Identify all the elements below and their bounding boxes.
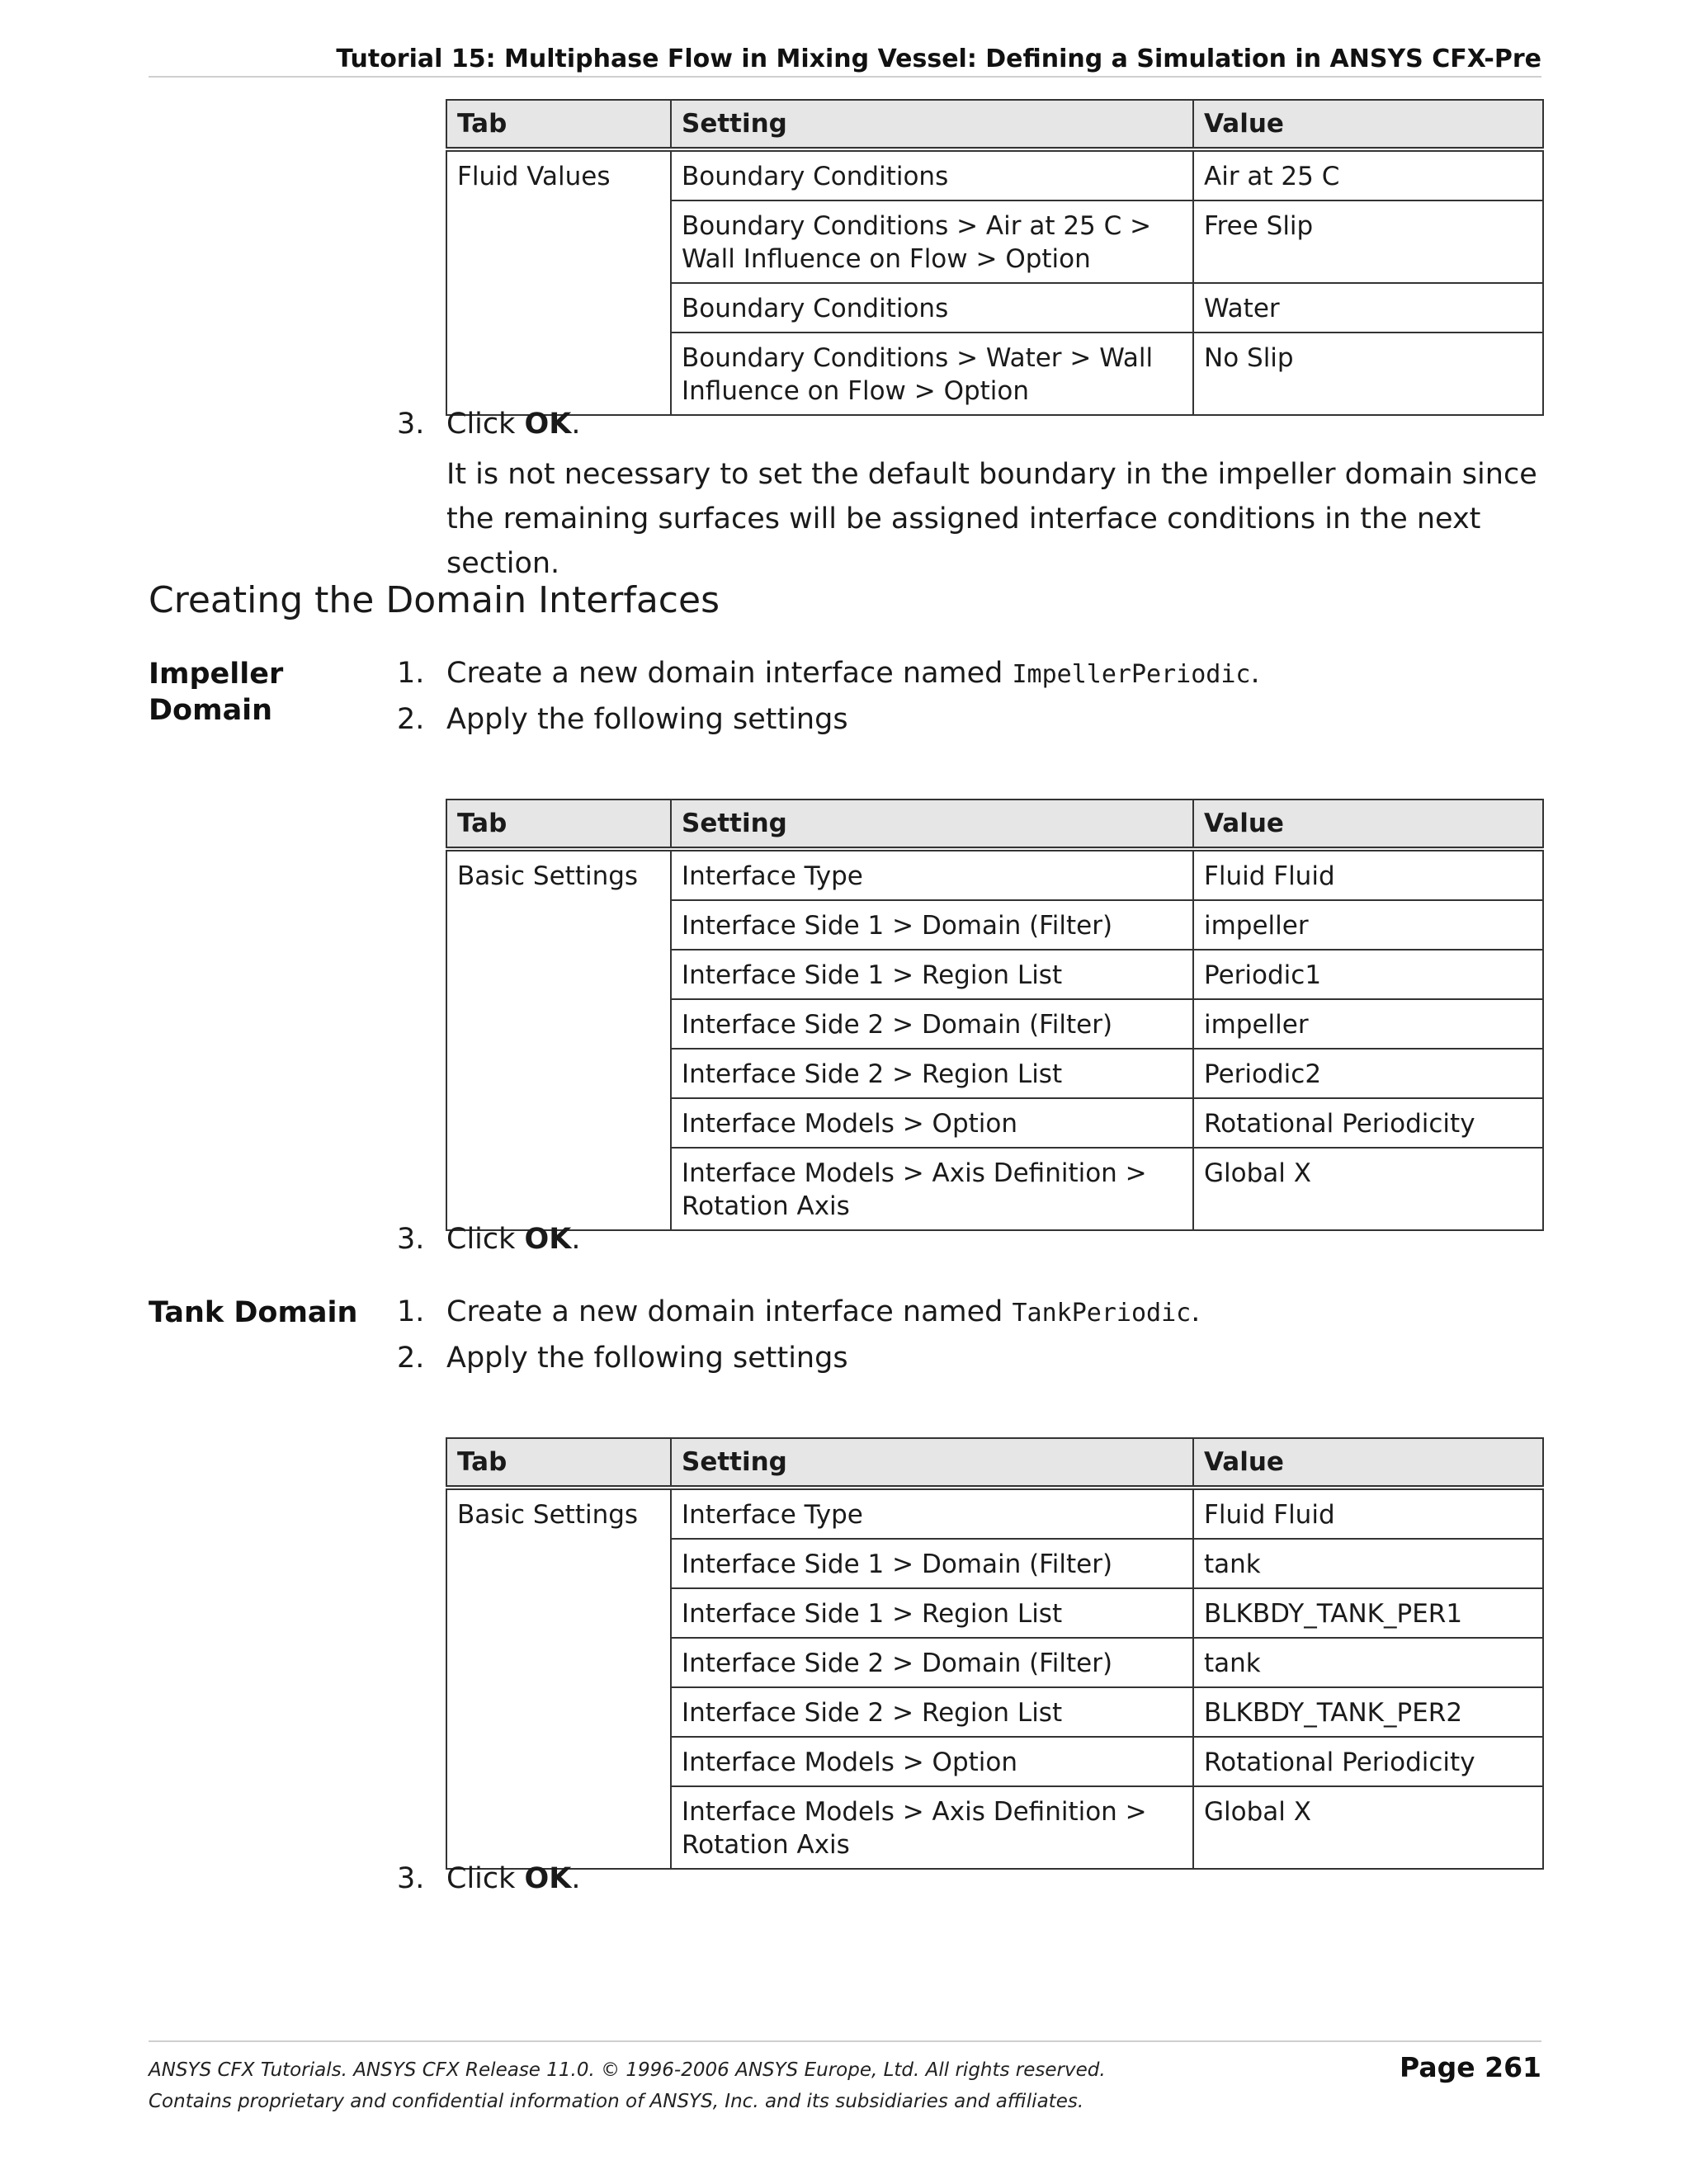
- setting-cell: Interface Models > Option: [671, 1737, 1193, 1786]
- footer-copyright: [149, 2054, 1106, 2117]
- column-header-value: Value: [1193, 100, 1543, 149]
- ok-button-reference: OK: [524, 1223, 572, 1256]
- fluid-values-table: [446, 99, 1544, 416]
- value-cell: Water: [1193, 283, 1543, 333]
- value-cell: Fluid Fluid: [1193, 1488, 1543, 1539]
- setting-cell: Boundary Conditions: [671, 149, 1193, 200]
- value-cell: Global X: [1193, 1786, 1543, 1869]
- column-header-setting: Setting: [671, 1438, 1193, 1488]
- footer-line-1: ANSYS CFX Tutorials. ANSYS CFX Release 11.0. © 1996-2006 ANSYS Europe, Ltd. All rights reserved.: [149, 2059, 1106, 2081]
- section-title: Creating the Domain Interfaces: [149, 579, 720, 621]
- column-header-tab: Tab: [446, 1438, 671, 1488]
- footer-line-2: Contains proprietary and confidential information of ANSYS, Inc. and its subsidiaries and affiliates.: [149, 2091, 1084, 2112]
- setting-cell: Interface Models > Option: [671, 1098, 1193, 1148]
- value-cell: No Slip: [1193, 333, 1543, 415]
- table-header-row: [446, 100, 1543, 149]
- table-row: [446, 849, 1543, 900]
- value-cell: Rotational Periodicity: [1193, 1737, 1543, 1786]
- value-cell: BLKBDY_TANK_PER1: [1193, 1588, 1543, 1638]
- step-number: 1.: [397, 657, 425, 690]
- value-cell: Air at 25 C: [1193, 149, 1543, 200]
- step-number: 3.: [397, 1223, 425, 1256]
- setting-cell: Interface Side 2 > Region List: [671, 1687, 1193, 1737]
- tab-cell: Basic Settings: [446, 1488, 671, 1869]
- setting-cell: Boundary Conditions > Water > Wall Influence on Flow > Option: [671, 333, 1193, 415]
- value-cell: impeller: [1193, 900, 1543, 950]
- setting-cell: Interface Side 1 > Domain (Filter): [671, 900, 1193, 950]
- header-divider: [149, 76, 1541, 78]
- value-cell: Global X: [1193, 1148, 1543, 1230]
- step-number: 2.: [397, 1342, 425, 1375]
- setting-cell: Interface Side 2 > Region List: [671, 1049, 1193, 1098]
- running-header: Tutorial 15: Multiphase Flow in Mixing Vessel: Defining a Simulation in ANSYS CFX-Pre: [336, 45, 1541, 73]
- interface-name-code: ImpellerPeriodic: [1012, 660, 1251, 689]
- impeller-domain-label: Impeller Domain: [149, 658, 284, 727]
- value-cell: Fluid Fluid: [1193, 849, 1543, 900]
- column-header-setting: Setting: [671, 100, 1193, 149]
- tab-cell: Fluid Values: [446, 149, 671, 415]
- value-cell: Periodic2: [1193, 1049, 1543, 1098]
- column-header-setting: Setting: [671, 800, 1193, 849]
- page-number: Page 261: [1400, 2051, 1541, 2083]
- step-number: 3.: [397, 408, 425, 441]
- setting-cell: Interface Side 2 > Domain (Filter): [671, 1638, 1193, 1687]
- value-cell: Free Slip: [1193, 200, 1543, 283]
- setting-cell: Interface Type: [671, 1488, 1193, 1539]
- setting-cell: Interface Type: [671, 849, 1193, 900]
- setting-cell: Interface Side 1 > Region List: [671, 950, 1193, 999]
- footer-divider: [149, 2040, 1541, 2042]
- setting-cell: Interface Side 1 > Domain (Filter): [671, 1539, 1193, 1588]
- setting-cell: Boundary Conditions > Air at 25 C > Wall Influence on Flow > Option: [671, 200, 1193, 283]
- value-cell: BLKBDY_TANK_PER2: [1193, 1687, 1543, 1737]
- value-cell: Rotational Periodicity: [1193, 1098, 1543, 1148]
- tank-domain-label: Tank Domain: [149, 1296, 358, 1329]
- column-header-value: Value: [1193, 1438, 1543, 1488]
- ok-button-reference: OK: [524, 408, 572, 441]
- setting-cell: Interface Models > Axis Definition > Rotation Axis: [671, 1786, 1193, 1869]
- step-number: 1.: [397, 1295, 425, 1328]
- value-cell: tank: [1193, 1539, 1543, 1588]
- table-row: [446, 1488, 1543, 1539]
- column-header-tab: Tab: [446, 100, 671, 149]
- step-number: 2.: [397, 703, 425, 736]
- column-header-tab: Tab: [446, 800, 671, 849]
- table-row: [446, 149, 1543, 200]
- note-paragraph: It is not necessary to set the default boundary in the impeller domain since the remaining surfaces will be assigned interface conditions in the next section.: [446, 458, 1537, 580]
- value-cell: Periodic1: [1193, 950, 1543, 999]
- step-number: 3.: [397, 1862, 425, 1895]
- setting-cell: Interface Side 2 > Domain (Filter): [671, 999, 1193, 1049]
- column-header-value: Value: [1193, 800, 1543, 849]
- setting-cell: Boundary Conditions: [671, 283, 1193, 333]
- impeller-interface-table: [446, 799, 1544, 1231]
- table-header-row: [446, 800, 1543, 849]
- value-cell: impeller: [1193, 999, 1543, 1049]
- tab-cell: Basic Settings: [446, 849, 671, 1230]
- value-cell: tank: [1193, 1638, 1543, 1687]
- setting-cell: Interface Side 1 > Region List: [671, 1588, 1193, 1638]
- table-header-row: [446, 1438, 1543, 1488]
- document-page: Tutorial 15: Multiphase Flow in Mixing Vessel: Defining a Simulation in ANSYS CFX-Pre Tab Setting Value Fluid Values Boundary Conditions Air at 25 C Boundary Conditions > Air at 25 C > Wall Influence on Flow > Option Free Slip Boundary Conditions Water Boundary Conditions > Water > Wall Influence on Flow > Option No Slip 3. Click OK. It is not necessary to set the default boundary in the impeller domain since the remaining surfaces will be assigned interface conditions in the next section. Creating the Domain Interfaces Impeller Domain 1. Create a new domain interface named ImpellerPeriodic. 2. Apply the following settings Tab Setting Value Basic Settings Interface Type Fluid Fluid Interface Side 1 > Domain (Filter) impeller Interface Side 1 > Region List Periodic1 Interface Side 2 > Domain (Filter) impeller Interface Side 2 > Region List Periodic2 Interface Models > Option Rotational Periodicity Interface Models > Axis Definition > Rotation Axis Global X 3. Click OK. Tank Domain 1. Create a new domain interface named TankPeriodic. 2. Apply the following settings Tab Setting Value Basic Settings Interface Type Fluid Fluid Interface Side 1 > Domain (Filter) tank Interface Side 1 > Region List BLKBDY_TANK_PER1 Interface Side 2 > Domain (Filter) tank Interface Side 2 > Region List BLKBDY_TANK_PER2 Interface Models > Option Rotational Periodicity Interface Models > Axis Definition > Rotation Axis Global X 3. Click OK. ANSYS CFX Tutorials. ANSYS CFX Release 11.0. © 1996-2006 ANSYS Europe, Ltd. All rights reserved. Contains proprietary and confidential information of ANSYS, Inc. and its subsidiaries and affiliates. Page 261: [0, 0, 1690, 2184]
- ok-button-reference: OK: [524, 1862, 572, 1895]
- setting-cell: Interface Models > Axis Definition > Rotation Axis: [671, 1148, 1193, 1230]
- tank-interface-table: [446, 1437, 1544, 1870]
- interface-name-code: TankPeriodic: [1012, 1299, 1192, 1328]
